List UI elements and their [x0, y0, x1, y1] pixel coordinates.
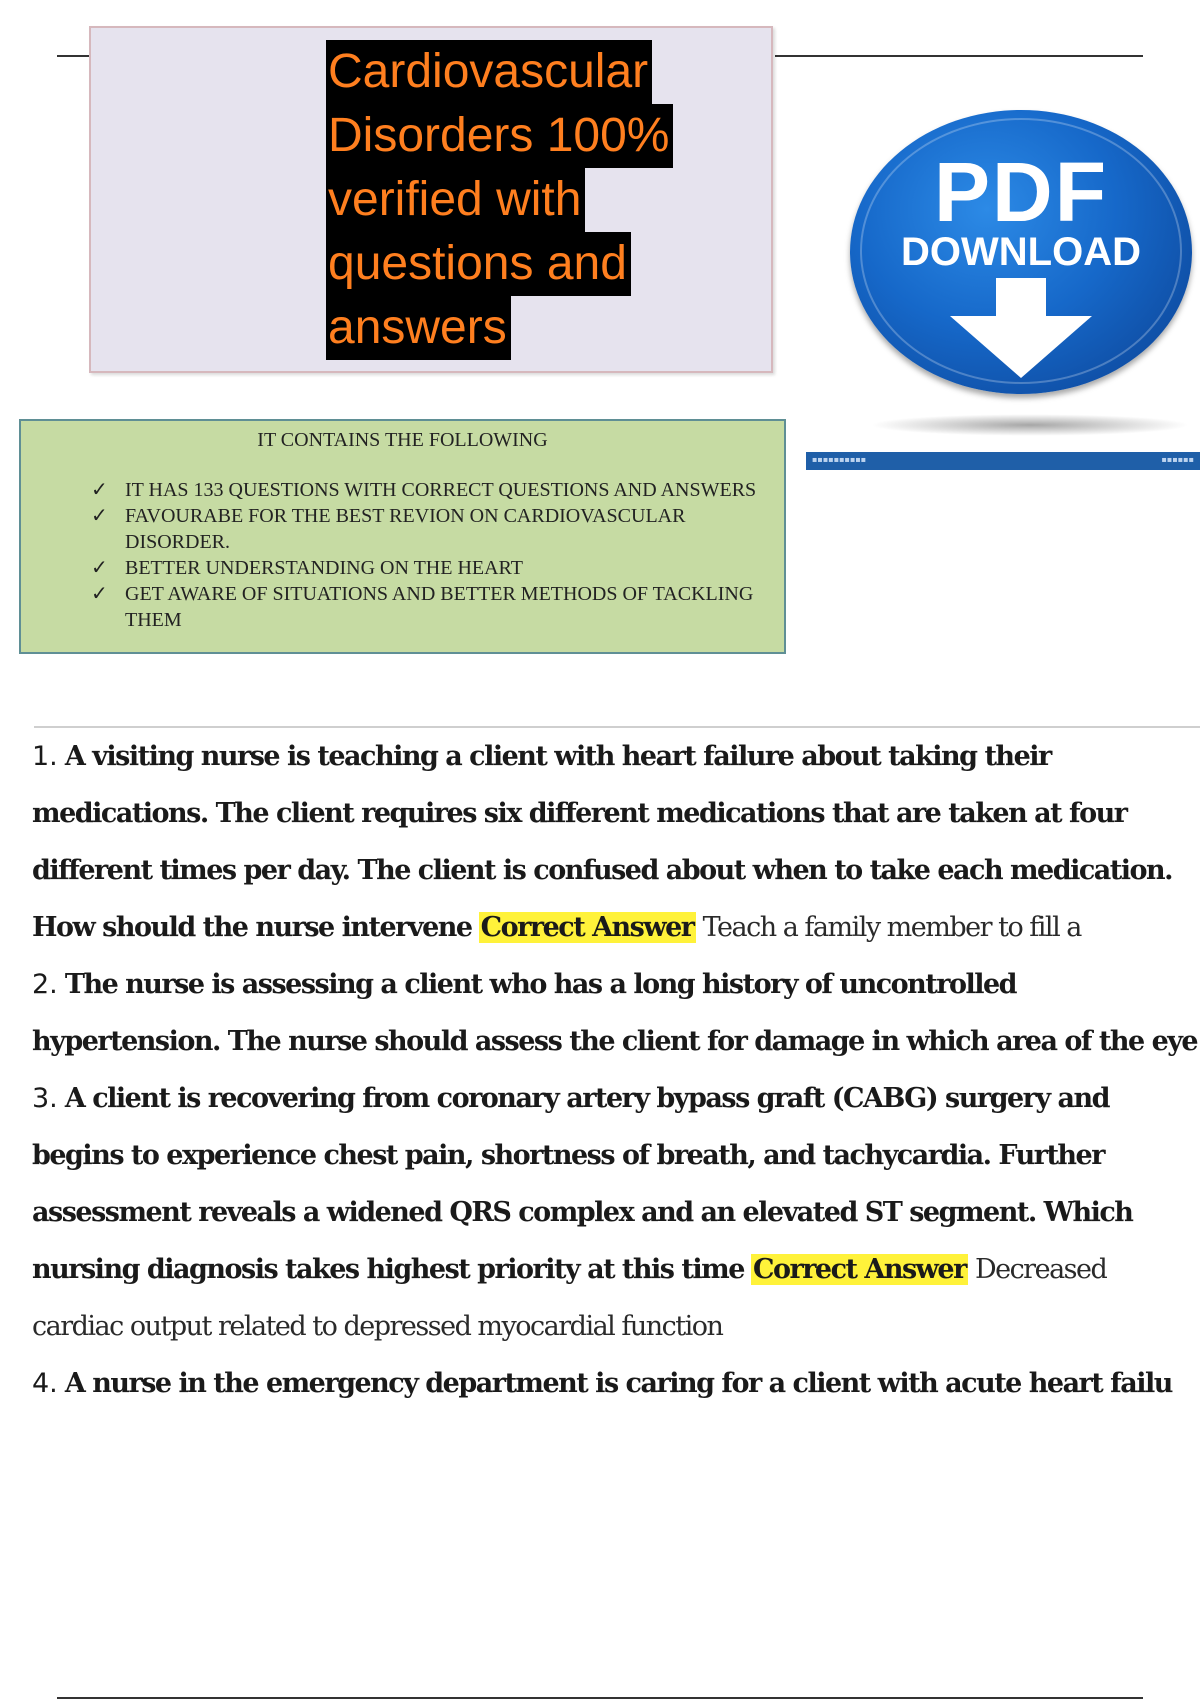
top-rule-left: [57, 55, 92, 57]
title-line: answers: [326, 296, 511, 360]
contents-box: [19, 419, 786, 654]
list-item: [71, 555, 771, 581]
bottom-rule: [57, 1697, 1143, 1699]
question-text: A visiting nurse is teaching a client with heart failure about taking their medications. The client requires six different medications that are taken at four different times per day. The client is confused about when to take each medication. How should the nurse intervene: [32, 741, 1173, 943]
contents-list: [71, 477, 771, 633]
title-line: questions and: [326, 232, 631, 296]
badge-download-label: DOWNLOAD: [901, 230, 1141, 274]
answer-text: Decreased cardiac output related to depressed myocardial function: [32, 1254, 1107, 1342]
question-text: The nurse is assessing a client who has a long history of uncontrolled hypertension. The nurse should assess the client for damage in which area of the eye: [32, 969, 1198, 1057]
correct-answer-label: Correct Answer: [752, 1254, 966, 1285]
list-item-text: GET AWARE OF SITUATIONS AND BETTER METHODS OF TACKLING THEM: [125, 583, 754, 631]
question-item: [32, 728, 1200, 956]
watermark-strip: [806, 452, 1200, 470]
strip-id: ▪▪▪▪▪▪: [1161, 455, 1194, 464]
question-number: 4.: [32, 1368, 58, 1399]
question-item: [32, 1070, 1200, 1355]
title-line: Disorders 100%: [326, 104, 673, 168]
list-item: [71, 503, 771, 555]
answer-text: Teach a family member to fill a: [702, 912, 1081, 943]
question-text: A nurse in the emergency department is caring for a client with acute heart failu: [64, 1368, 1172, 1399]
question-item: [32, 1355, 1200, 1412]
question-list: [32, 728, 1200, 1412]
download-arrow-icon: [950, 278, 1092, 378]
question-number: 2.: [32, 969, 58, 1000]
list-item-text: BETTER UNDERSTANDING ON THE HEART: [125, 557, 523, 579]
contents-heading: IT CONTAINS THE FOLLOWING: [257, 429, 548, 451]
checkmark-icon: ✓: [91, 479, 108, 501]
pdf-download-badge[interactable]: [850, 110, 1192, 394]
question-text: A client is recovering from coronary artery bypass graft (CABG) surgery and begins to experience chest pain, shortness of breath, and tachycardia. Further assessment reveals a widened QRS complex and an elevated ST segment. Which nursing diagnosis takes highest priority at this time: [32, 1083, 1133, 1285]
question-number: 1.: [32, 741, 58, 772]
question-item: [32, 956, 1200, 1070]
correct-answer-label: Correct Answer: [480, 912, 694, 943]
checkmark-icon: ✓: [91, 583, 108, 605]
list-item-text: IT HAS 133 QUESTIONS WITH CORRECT QUESTIONS AND ANSWERS: [125, 479, 757, 501]
title-line: verified with: [326, 168, 585, 232]
checkmark-icon: ✓: [91, 557, 108, 579]
document-title: [326, 40, 746, 360]
strip-text: ▪▪▪▪▪▪▪▪▪▪: [812, 455, 867, 464]
badge-pdf-label: PDF: [934, 145, 1108, 239]
list-item: [71, 477, 771, 503]
top-rule-right: [775, 55, 1143, 57]
list-item: [71, 581, 771, 633]
badge-shadow: [870, 414, 1190, 436]
checkmark-icon: ✓: [91, 505, 108, 527]
title-line: Cardiovascular: [326, 40, 652, 104]
question-number: 3.: [32, 1083, 58, 1114]
list-item-text: FAVOURABE FOR THE BEST REVION ON CARDIOVASCULAR DISORDER.: [125, 505, 686, 553]
